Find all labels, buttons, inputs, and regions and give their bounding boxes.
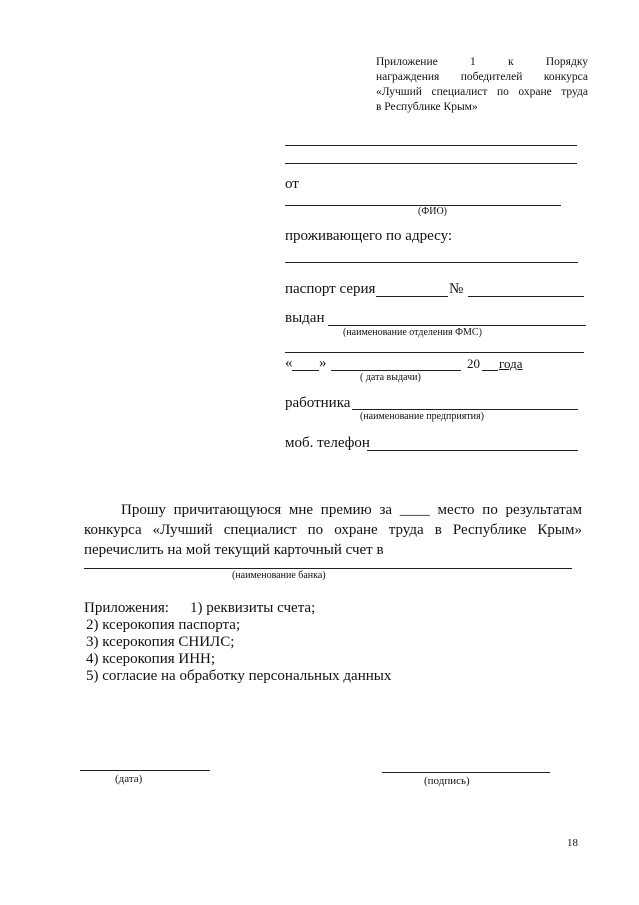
appendix-header xyxy=(376,55,588,115)
date-line[interactable] xyxy=(80,770,210,771)
signature-caption: (подпись) xyxy=(424,775,470,787)
quote-close: » xyxy=(319,355,327,371)
phone-line[interactable] xyxy=(367,450,578,451)
worker-label: работника xyxy=(285,395,351,411)
issued-line-2[interactable] xyxy=(285,352,584,353)
page-number: 18 xyxy=(567,837,578,849)
request-line-1: Прошу причитающуюся мне премию за ____ место по результатам xyxy=(121,502,582,518)
appendix-line-3: «Лучший специалист по охране труда xyxy=(376,86,588,98)
appendix-line-2: награждения победителей конкурса xyxy=(376,71,588,83)
issue-year-line[interactable] xyxy=(482,370,498,371)
bank-line[interactable] xyxy=(84,568,572,569)
attachment-item-1: 1) реквизиты счета; xyxy=(190,600,316,616)
attachment-item-2: 2) ксерокопия паспорта; xyxy=(86,617,241,633)
fio-caption: (ФИО) xyxy=(418,206,448,217)
appendix-line-4: в Республике Крым» xyxy=(376,101,478,113)
issued-line[interactable] xyxy=(328,325,586,326)
fms-caption: (наименование отделения ФМС) xyxy=(343,327,482,338)
year-prefix: 20 xyxy=(467,356,480,371)
request-line-3: перечислить на мой текущий карточный счет в xyxy=(84,542,384,558)
attachment-item-4: 4) ксерокопия ИНН; xyxy=(86,651,216,667)
issue-day-line[interactable] xyxy=(292,370,319,371)
passport-number-sign: № xyxy=(449,281,464,297)
passport-series-line[interactable] xyxy=(376,296,448,297)
appendix-line-1: Приложение 1 к Порядку xyxy=(376,56,588,68)
passport-label: паспорт серия xyxy=(285,281,376,297)
attachment-item-5: 5) согласие на обработку персональных данных xyxy=(86,668,392,684)
signature-line[interactable] xyxy=(382,772,550,773)
addressee-line-1[interactable] xyxy=(285,145,577,146)
attachment-item-3: 3) ксерокопия СНИЛС; xyxy=(86,634,235,650)
issue-date-caption: ( дата выдачи) xyxy=(360,372,421,383)
addressee-line-2[interactable] xyxy=(285,163,577,164)
bank-caption: (наименование банка) xyxy=(232,570,326,581)
enterprise-caption: (наименование предприятия) xyxy=(360,411,484,422)
issue-month-line[interactable] xyxy=(331,370,461,371)
year-word: года xyxy=(499,356,523,371)
attachments-label: Приложения: xyxy=(84,600,169,616)
phone-label: моб. телефон xyxy=(285,435,370,451)
passport-number-line[interactable] xyxy=(468,296,584,297)
address-line[interactable] xyxy=(285,262,578,263)
from-label: от xyxy=(285,176,299,192)
request-paragraph xyxy=(84,500,582,560)
quote-open: « xyxy=(285,355,293,371)
date-caption: (дата) xyxy=(115,773,143,785)
issued-label: выдан xyxy=(285,310,325,326)
address-label: проживающего по адресу: xyxy=(285,228,453,244)
worker-line[interactable] xyxy=(352,409,578,410)
request-line-2: конкурса «Лучший специалист по охране труда в Республике Крым» xyxy=(84,522,582,538)
